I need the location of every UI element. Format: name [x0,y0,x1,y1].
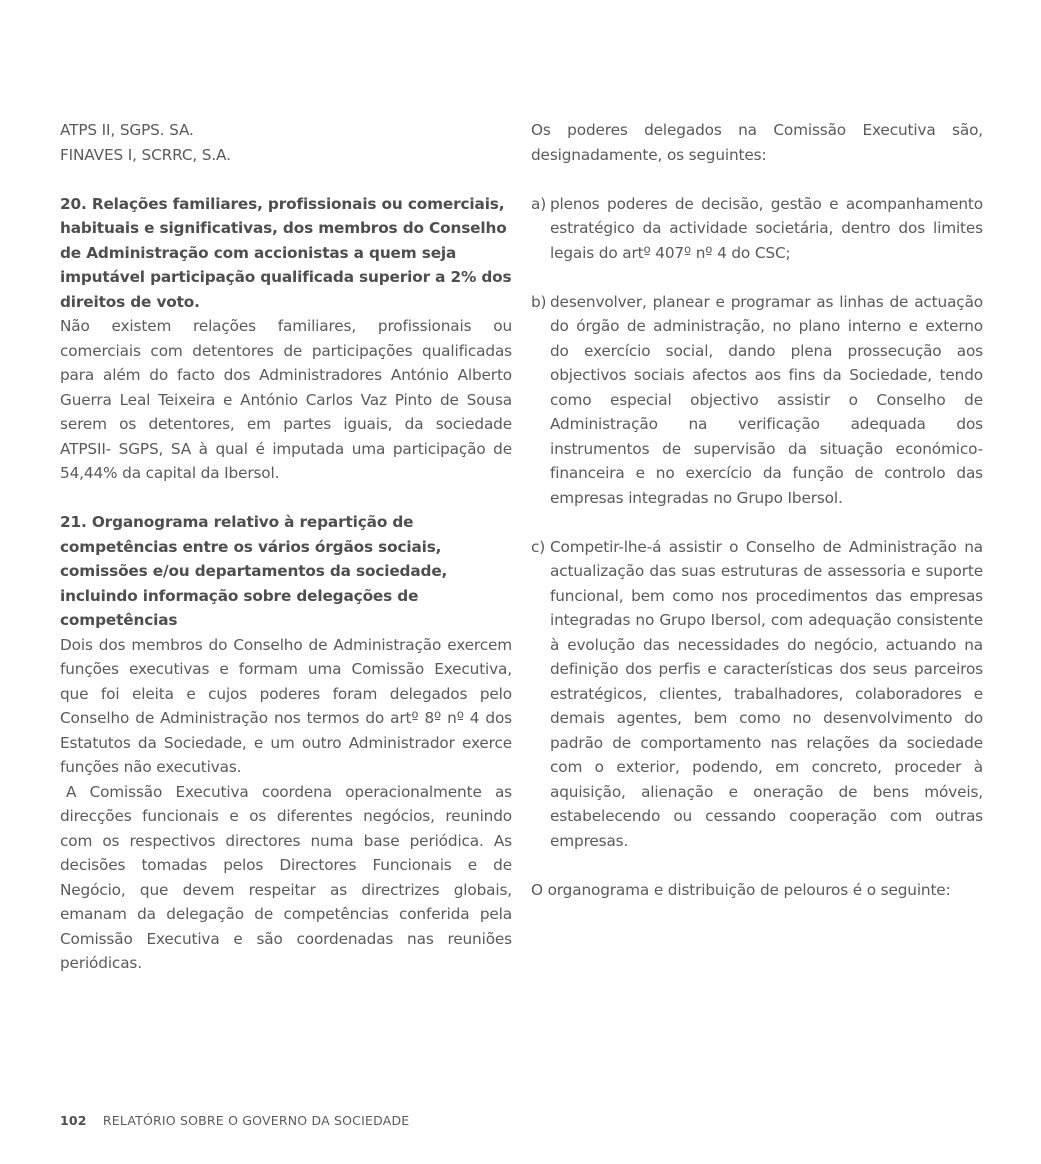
page-footer [60,1112,409,1130]
list-item-text: Competir-lhe-á assistir o Conselho de Administração na actualização das suas estruturas de assessoria e suporte funcional, bem como nos procedimentos das empresas integradas no Grupo Ibersol, com adequação consistente à evolução das necessidades do negócio, actuando na definição dos perfis e características dos seus parceiros estratégicos, clientes, trabalhadores, colaboradores e demais agentes, bem como no desenvolvimento do padrão de comportamento nas relações da sociedade com o exterior, podendo, em concreto, proceder à aquisição, alienação e oneração de bens móveis, estabelecendo ou cessando cooperação com outras empresas. [550,537,983,850]
page-number: 102 [60,1113,87,1128]
list-item [531,192,983,266]
organogram-intro: O organograma e distribuição de pelouros é o seguinte: [531,880,951,899]
spacer [60,486,512,511]
list-marker: c) [531,537,546,556]
entity-line: ATPS II, SGPS. SA. [60,121,194,139]
footer-title: RELATÓRIO SOBRE O GOVERNO DA SOCIEDADE [102,1113,410,1128]
left-column [60,118,512,976]
section-21-heading: 21. Organograma relativo à repartição de competências entre os vários órgãos sociais, comissões e/ou departamentos da sociedade, incluindo informação sobre delegações de competências [60,513,448,629]
spacer [531,853,983,878]
spacer [531,167,983,192]
spacer [531,510,983,535]
powers-intro: Os poderes delegados na Comissão Executiva são, designadamente, os seguintes: [531,121,983,164]
right-column [531,118,983,902]
list-marker: a) [531,194,547,213]
list-item [531,535,983,854]
section-20-body: Não existem relações familiares, profissionais ou comerciais com detentores de participações qualificadas para além do facto dos Administradores António Alberto Guerra Leal Teixeira e António Carlos Vaz Pinto de Sousa serem os detentores, em partes iguais, da sociedade ATPSII- SGPS, SA à qual é imputada uma participação de 54,44% da capital da Ibersol. [60,317,512,482]
list-item-text: desenvolver, planear e programar as linhas de actuação do órgão de administração, no plano interno e externo do exercício social, dando plena prossecução aos objectivos sociais afectos aos fins da Sociedade, tendo como especial objectivo assistir o Conselho de Administração na verificação adequada dos instrumentos de supervisão da situação económico-financeira e no exercício da função de controlo das empresas integradas no Grupo Ibersol. [550,292,983,507]
list-item-text: plenos poderes de decisão, gestão e acompanhamento estratégico da actividade societária, dentro dos limites legais do artº 407º nº 4 do CSC; [550,194,983,262]
section-20-heading: 20. Relações familiares, profissionais ou comerciais, habituais e significativas, dos membros do Conselho de Administração com accionistas a quem seja imputável participação qualificada superior a 2% dos direitos de voto. [60,194,512,311]
spacer [60,167,512,192]
entity-line: FINAVES I, SCRRC, S.A. [60,145,231,164]
list-item [531,290,983,511]
spacer [531,265,983,290]
section-21-body-1: Dois dos membros do Conselho de Administração exercem funções executivas e formam uma Comissão Executiva, que foi eleita e cujos poderes foram delegados pelo Conselho de Administração nos termos do artº 8º nº 4 dos Estatutos da Sociedade, e um outro Administrador exerce funções não executivas. [60,635,512,776]
list-marker: b) [531,292,547,311]
section-21-body-2: A Comissão Executiva coordena operacionalmente as direcções funcionais e os diferentes negócios, reunindo com os respectivos directores numa base periódica. As decisões tomadas pelos Directores Funcionais e de Negócio, que devem respeitar as directrizes globais, emanam da delegação de competências conferida pela Comissão Executiva e são coordenadas nas reuniões periódicas. [60,782,512,972]
